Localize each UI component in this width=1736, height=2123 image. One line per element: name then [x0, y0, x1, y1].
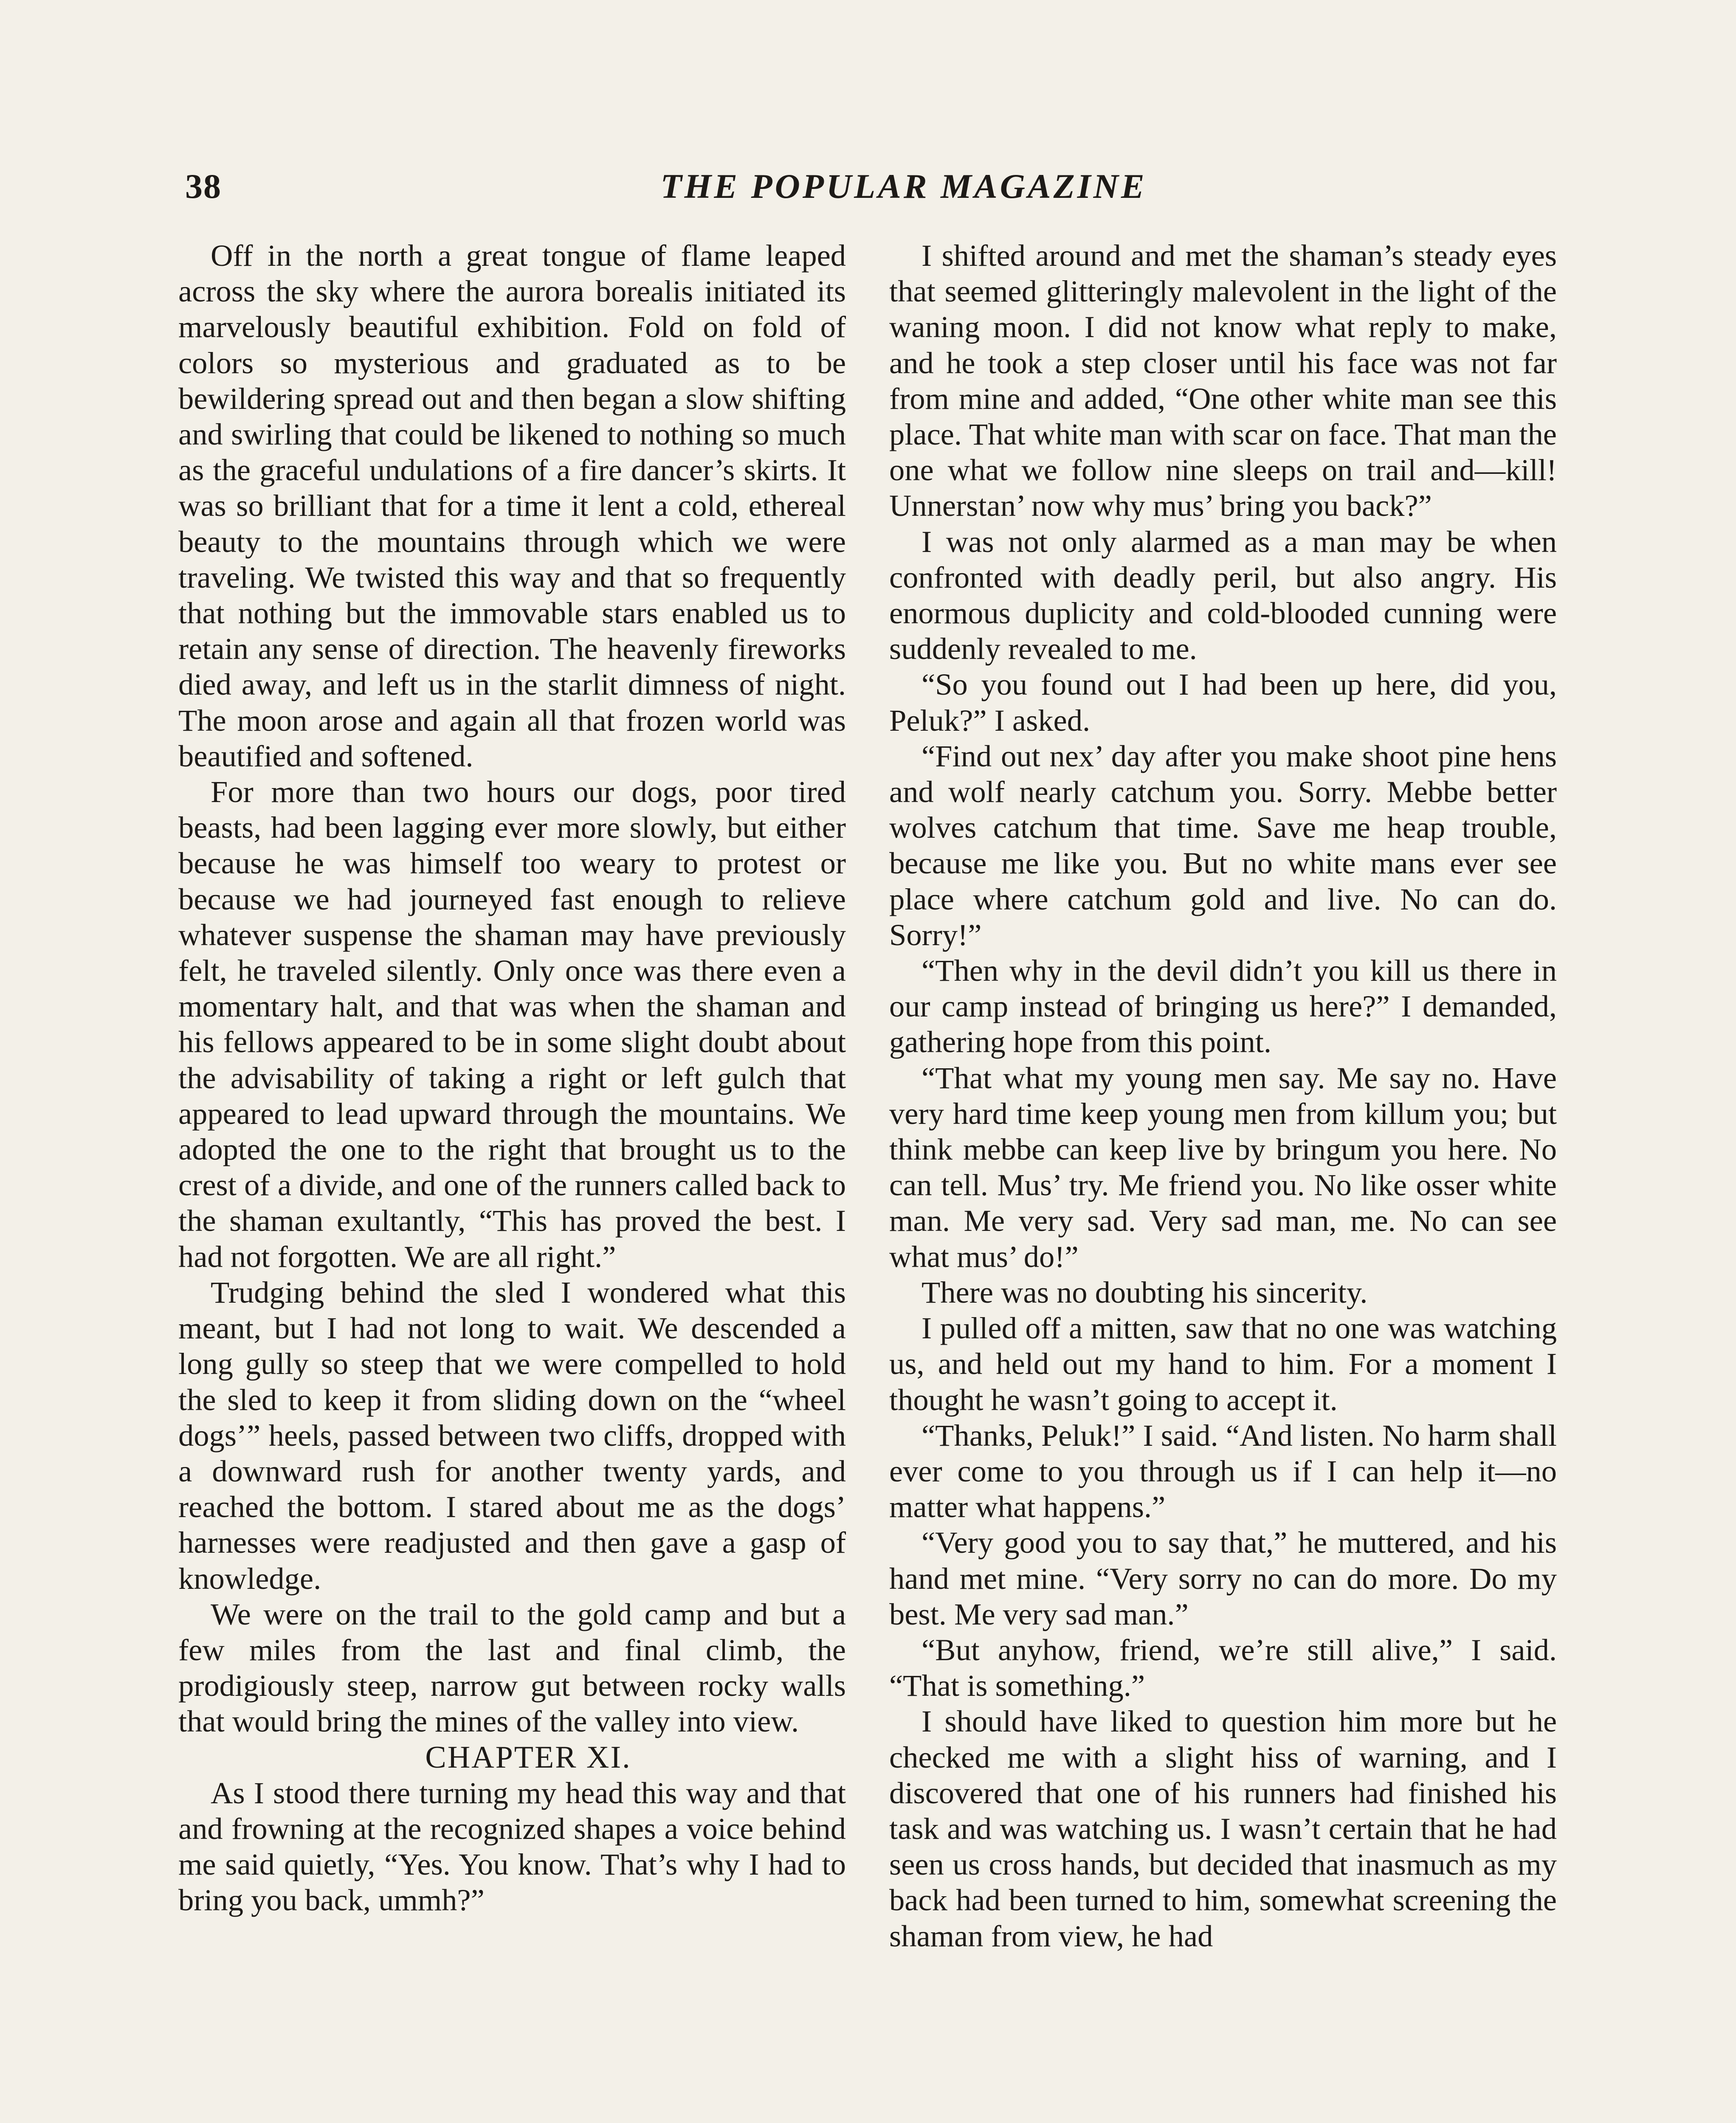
paragraph: “So you found out I had been up here, did you, Peluk?” I asked. [889, 667, 1557, 738]
paragraph: I should have liked to question him more but he checked me with a slight hiss of warning, and I discovered that one of his runners had finished his task and was watching us. I wasn’t certain that he had seen us cross hands, but decided that inasmuch as my back had been turned to him, somewhat screening the shaman from view, he had [889, 1704, 1557, 1953]
paragraph: I shifted around and met the shaman’s steady eyes that seemed glitteringly malevolent in the light of the waning moon. I did not know what reply to make, and he took a step closer until his face was not far from mine and added, “One other white man see this place. That white man with scar on face. That man the one what we follow nine sleeps on trail and—kill! Unnerstan’ now why mus’ bring you back?” [889, 238, 1557, 523]
paragraph: We were on the trail to the gold camp and but a few miles from the last and final climb, the prodigiously steep, narrow gut between rocky walls that would bring the mines of the valley into view. [178, 1596, 846, 1739]
paragraph: “Find out nex’ day after you make shoot pine hens and wolf nearly catchum you. Sorry. Mebbe better wolves catchum that time. Save me heap trouble, because me like you. But no white mans ever see place where catchum gold and live. No can do. Sorry!” [889, 738, 1557, 952]
running-title: THE POPULAR MAGAZINE [660, 167, 1147, 206]
chapter-heading: CHAPTER XI. [425, 1740, 631, 1775]
paragraph: “But anyhow, friend, we’re still alive,” I said. “That is something.” [889, 1632, 1557, 1703]
paragraph: Off in the north a great tongue of flame leaped across the sky where the aurora borealis initiated its marvelously beautiful exhibition. Fold on fold of colors so mysterious and graduated as to be bewildering spread out and then began a slow shifting and swirling that could be likened to nothing so much as the graceful undulations of a fire dancer’s skirts. It was so brilliant that for a time it lent a cold, ethereal beauty to the mountains through which we were traveling. We twisted this way and that so frequently that nothing but the immovable stars enabled us to retain any sense of direction. The heavenly fireworks died away, and left us in the starlit dimness of night. The moon arose and again all that frozen world was beautified and softened. [178, 238, 846, 773]
paragraph: I was not only alarmed as a man may be when confronted with deadly peril, but also angry. His enormous duplicity and cold-blooded cunning were suddenly revealed to me. [889, 524, 1557, 666]
paragraph: Trudging behind the sled I wondered what this meant, but I had not long to wait. We descended a long gully so steep that we were compelled to hold the sled to keep it from sliding down on the “wheel dogs’” heels, passed between two cliffs, dropped with a downward rush for another twenty yards, and reached the bottom. I stared about me as the dogs’ harnesses were readjusted and then gave a gasp of knowledge. [178, 1275, 846, 1596]
paragraph: For more than two hours our dogs, poor tired beasts, had been lagging ever more slowly, but either because he was himself too weary to protest or because we had journeyed fast enough to relieve whatever suspense the shaman may have previously felt, he traveled silently. Only once was there even a momentary halt, and that was when the shaman and his fellows appeared to be in some slight doubt about the advisability of taking a right or left gulch that appeared to lead upward through the mountains. We adopted the one to the right that brought us to the crest of a divide, and one of the runners called back to the shaman exultantly, “This has proved the best. I had not forgotten. We are all right.” [178, 774, 846, 1274]
page-header [185, 166, 1563, 209]
page-number: 38 [185, 167, 222, 206]
paragraph: “That what my young men say. Me say no. Have very hard time keep young men from killum you; but think mebbe can keep live by bringum you here. No can tell. Mus’ try. Me friend you. No like osser white man. Me very sad. Very sad man, me. No can see what mus’ do!” [889, 1060, 1557, 1274]
paragraph: “Very good you to say that,” he muttered, and his hand met mine. “Very sorry no can do more. Do my best. Me very sad man.” [889, 1525, 1557, 1631]
paragraph: As I stood there turning my head this way and that and frowning at the recognized shapes a voice behind me said quietly, “Yes. You know. That’s why I had to bring you back, ummh?” [178, 1775, 846, 1917]
paragraph: I pulled off a mitten, saw that no one was watching us, and held out my hand to him. For a moment I thought he wasn’t going to accept it. [889, 1311, 1557, 1417]
paragraph: There was no doubting his sincerity. [922, 1275, 1368, 1309]
paragraph: “Thanks, Peluk!” I said. “And listen. No harm shall ever come to you through us if I can help it—no matter what happens.” [889, 1418, 1557, 1524]
paragraph: “Then why in the devil didn’t you kill us there in our camp instead of bringing us here?” I demanded, gathering hope from this point. [889, 953, 1557, 1059]
right-column [889, 238, 1557, 1954]
left-column [178, 238, 846, 1918]
